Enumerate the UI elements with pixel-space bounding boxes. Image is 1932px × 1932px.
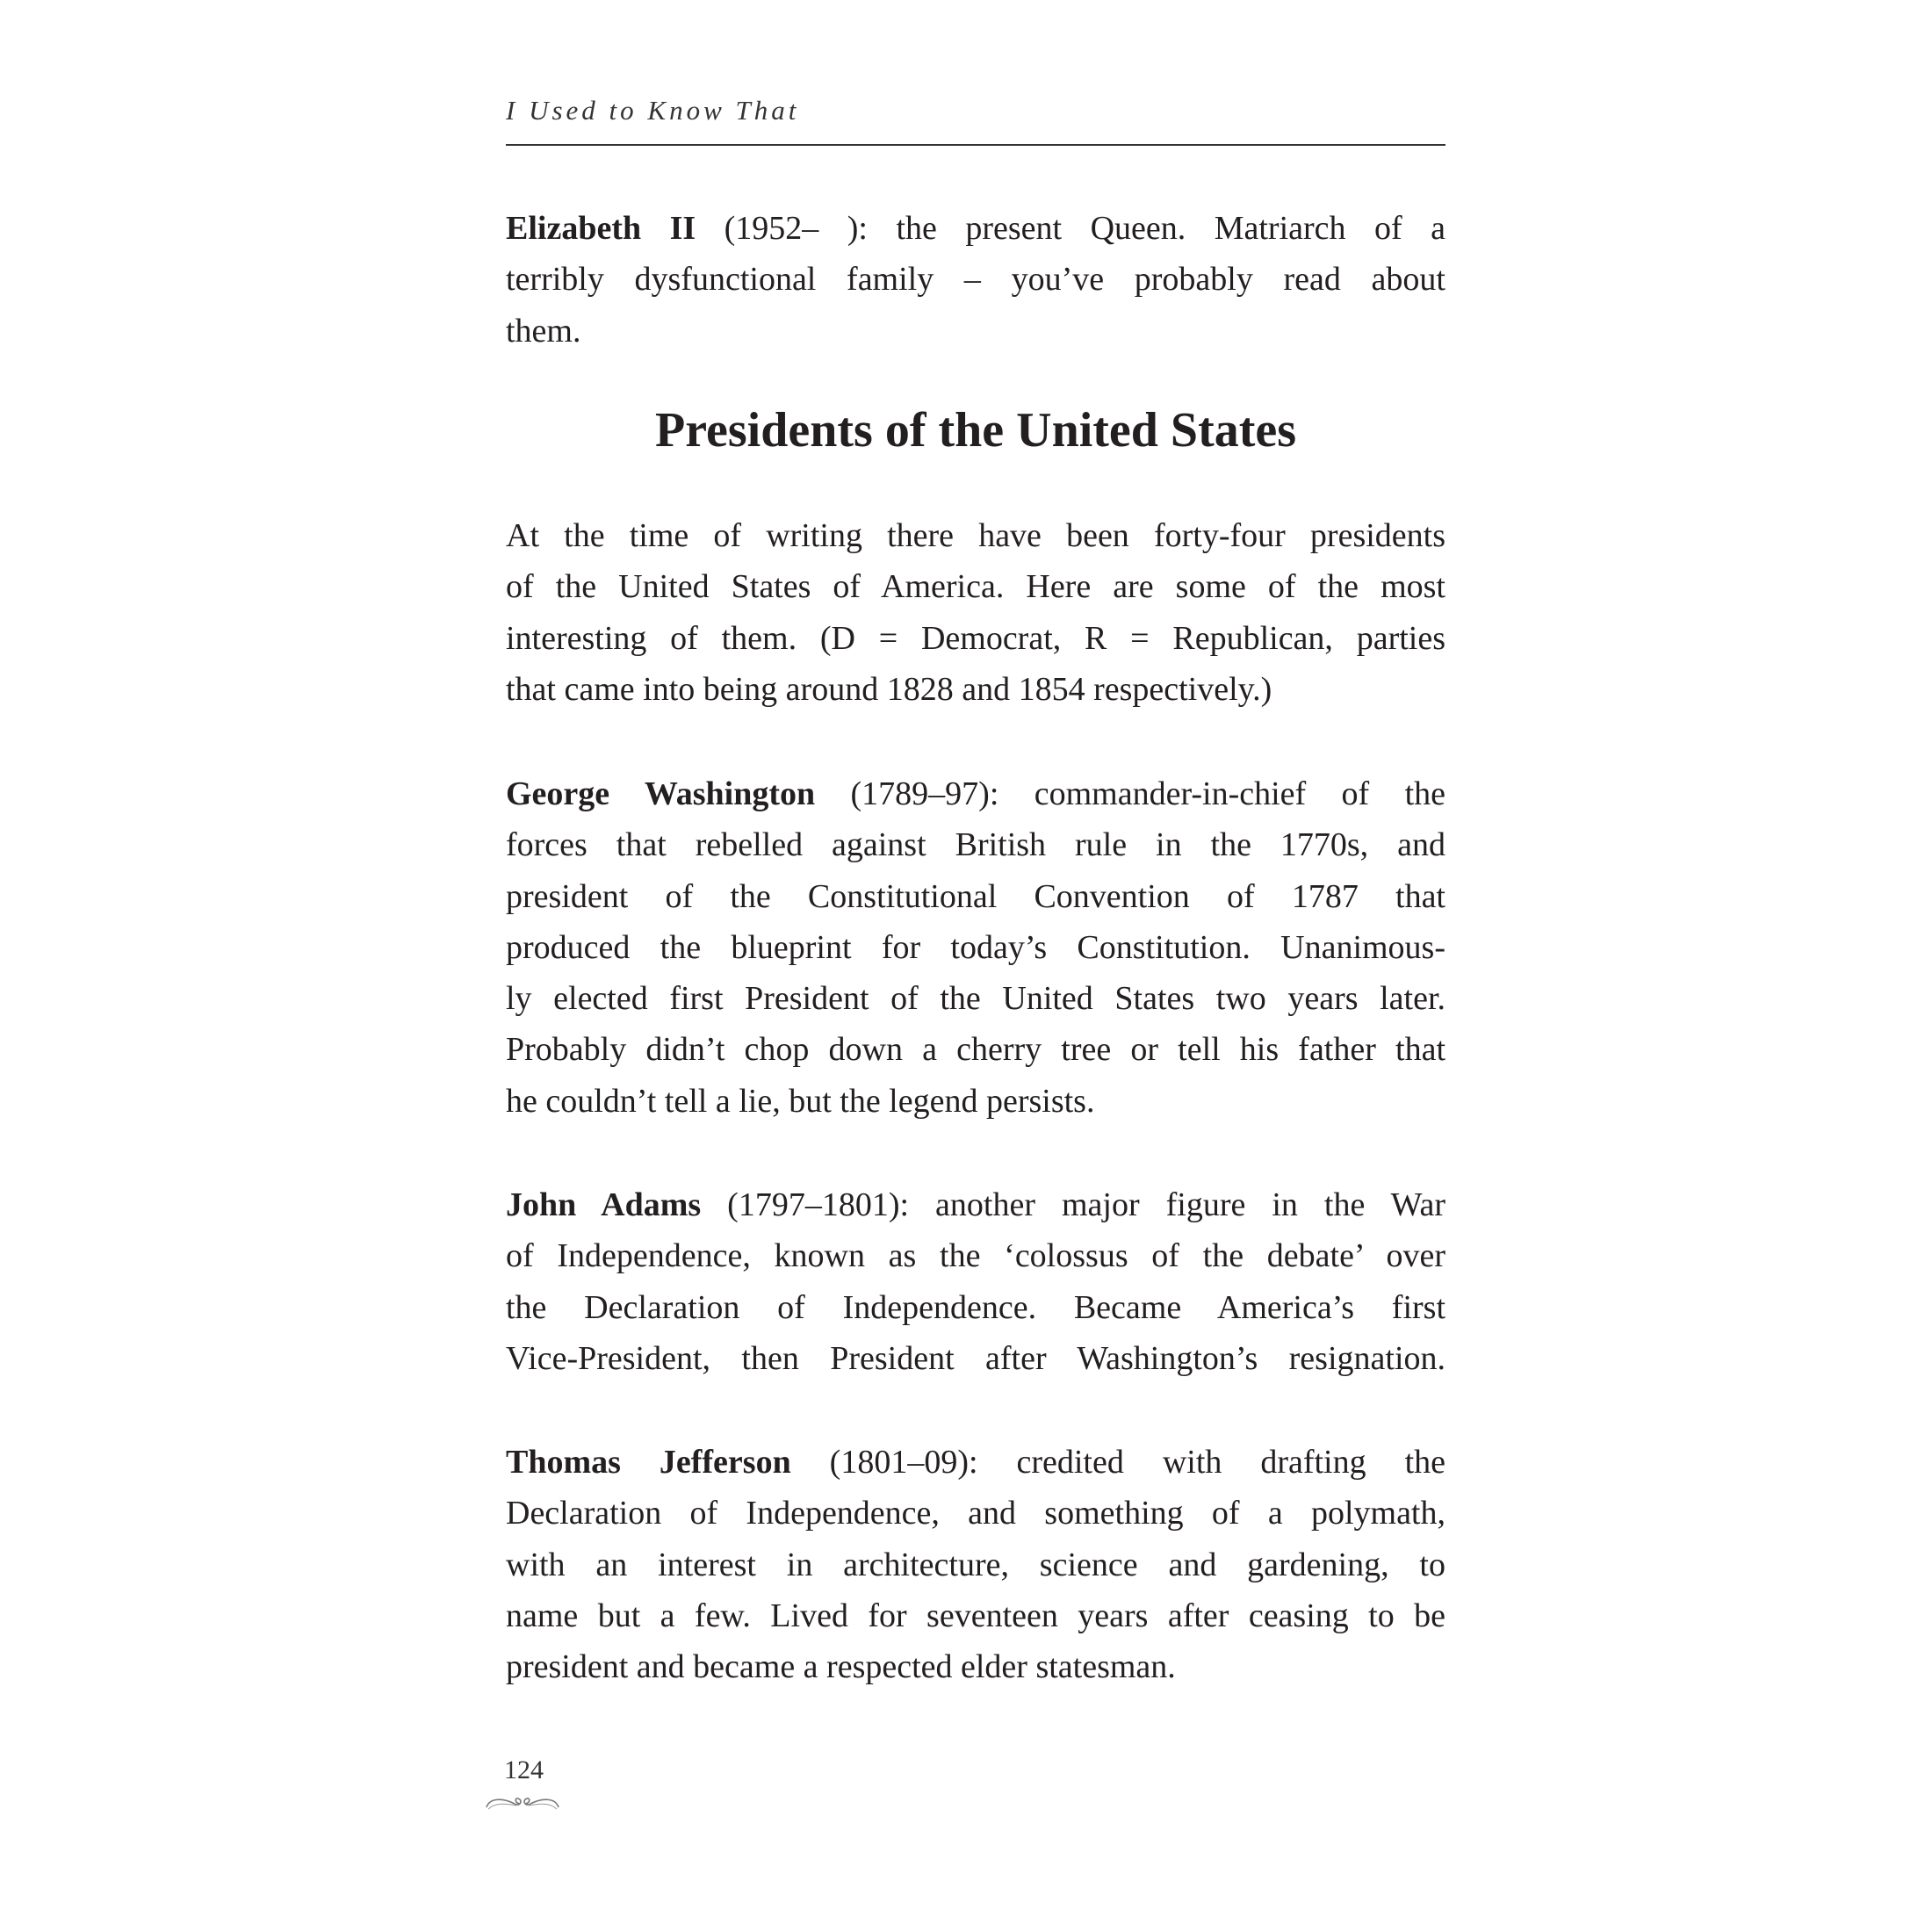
running-head: I Used to Know That: [506, 95, 800, 126]
entry-name: George Washington: [506, 775, 816, 812]
flourish-ornament-icon: [483, 1791, 562, 1813]
entry-george-washington: George Washington (1789–97): commander-in-chief of the forces that rebelled against British rule in the 1770s, and president of the Constitutional Convention of 1787 that produced the blueprint for today’s Constitution. Unanimous- ly elected first President of the United States two years later. Probably didn’t chop down a cherry tree or tell his father that he couldn’t tell a lie, but the legend persists.: [506, 775, 1445, 1120]
entry-elizabeth-ii: Elizabeth II (1952– ): the present Queen. Matriarch of a terribly dysfunctional family – you’ve probably read about them.: [506, 210, 1445, 350]
header-rule: [506, 144, 1445, 146]
entry-name: John Adams: [506, 1186, 702, 1223]
entry-john-adams: John Adams (1797–1801): another major figure in the War of Independence, known as the ‘colossus of the debate’ over the Declaration of Independence. Became America’s first Vice-President, then President after Washington’s resignation.: [506, 1186, 1445, 1377]
entry-name: Elizabeth II: [506, 210, 696, 247]
entry-name: Thomas Jefferson: [506, 1444, 791, 1481]
section-heading: Presidents of the United States: [654, 403, 1297, 458]
entry-thomas-jefferson: Thomas Jefferson (1801–09): credited with drafting the Declaration of Independence, and something of a polymath, with an interest in architecture, science and gardening, to name but a few. Lived for seventeen years after ceasing to be president and became a respected elder statesman.: [506, 1444, 1445, 1686]
intro-paragraph: At the time of writing there have been forty-four presidents of the United States of America. Here are some of the most interesting of them. (D = Democrat, R = Republican, parties that came into being around 1828 and 1854 respectively.): [506, 517, 1445, 708]
page-number: 124: [504, 1755, 544, 1784]
